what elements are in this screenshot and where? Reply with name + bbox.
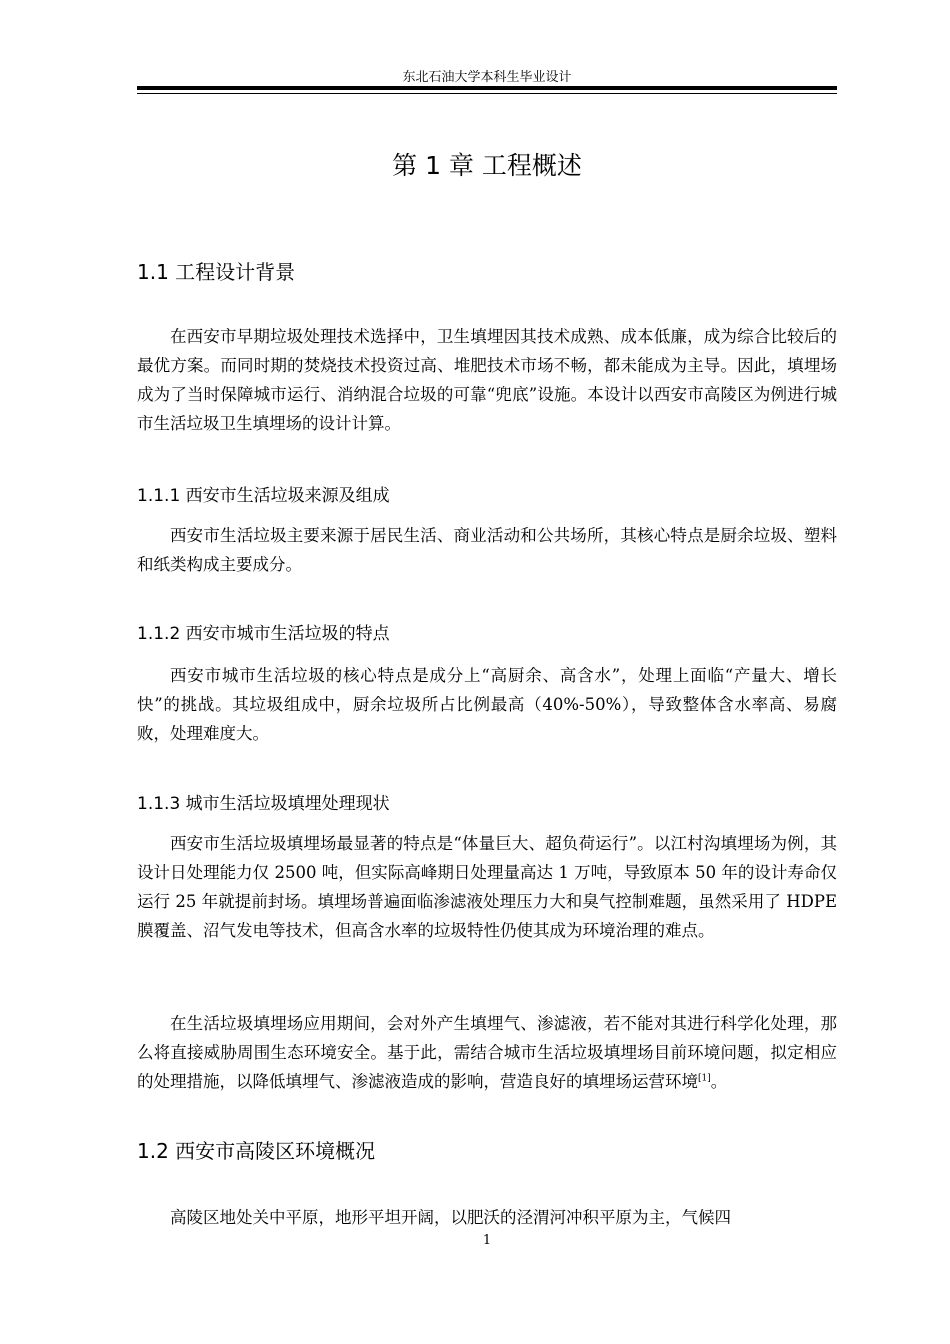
section-1-1-3-paragraph-1: 西安市生活垃圾填埋场最显著的特点是“体量巨大、超负荷运行”。以江村沟填埋场为例，其设计日处理能力仅 2500 吨，但实际高峰期日处理量高达 1 万吨，导致原本 50 年的设计寿命仅运行 25 年就提前封场。填埋场普遍面临渗滤液处理压力大和臭气控制难题，虽然采用了 HDPE 膜覆盖、沼气发电等技术，但高含水率的垃圾特性仍使其成为环境治理的难点。 bbox=[137, 834, 837, 940]
paragraph-end-punctuation: 。 bbox=[710, 1072, 728, 1091]
section-1-1-2-paragraph: 西安市城市生活垃圾的核心特点是成分上“高厨余、高含水”，处理上面临“产量大、增长快”的挑战。其垃圾组成中，厨余垃圾所占比例最高（40%-50%），导致整体含水率高、易腐败，处理难度大。 bbox=[137, 666, 837, 743]
header-rule-thin bbox=[137, 93, 837, 94]
paragraph-text: 在生活垃圾填埋场应用期间，会对外产生填埋气、渗滤液，若不能对其进行科学化处理，那么将直接威胁周围生态环境安全。基于此，需结合城市生活垃圾填埋场目前环境问题，拟定相应的处理措施，以降低填埋气、渗滤液造成的影响，营造良好的填埋场运营环境 bbox=[137, 1014, 837, 1091]
section-heading-1-2: 1.2 西安市高陵区环境概况 bbox=[137, 1139, 376, 1163]
section-heading-1-1: 1.1 工程设计背景 bbox=[137, 260, 296, 284]
section-heading-1-1-1: 1.1.1 西安市生活垃圾来源及组成 bbox=[137, 486, 390, 506]
chapter-title: 第 1 章 工程概述 bbox=[392, 151, 582, 180]
section-heading-1-1-2: 1.1.2 西安市城市生活垃圾的特点 bbox=[137, 624, 390, 644]
header-rule-thick bbox=[137, 86, 837, 90]
section-1-1-3-paragraph-2 bbox=[137, 1009, 837, 1096]
running-header: 东北石油大学本科生毕业设计 bbox=[402, 70, 572, 85]
page-number: 1 bbox=[482, 1233, 492, 1248]
section-heading-1-1-3: 1.1.3 城市生活垃圾填埋处理现状 bbox=[137, 794, 390, 814]
section-1-2-paragraph: 高陵区地处关中平原，地形平坦开阔，以肥沃的泾渭河冲积平原为主，气候四 bbox=[170, 1208, 731, 1227]
citation-reference: [1] bbox=[698, 1073, 711, 1084]
section-1-1-1-paragraph: 西安市生活垃圾主要来源于居民生活、商业活动和公共场所，其核心特点是厨余垃圾、塑料和纸类构成主要成分。 bbox=[137, 526, 837, 574]
section-1-1-paragraph: 在西安市早期垃圾处理技术选择中，卫生填埋因其技术成熟、成本低廉，成为综合比较后的最优方案。而同时期的焚烧技术投资过高、堆肥技术市场不畅，都未能成为主导。因此，填埋场成为了当时保障城市运行、消纳混合垃圾的可靠“兜底”设施。本设计以西安市高陵区为例进行城市生活垃圾卫生填埋场的设计计算。 bbox=[137, 327, 837, 433]
